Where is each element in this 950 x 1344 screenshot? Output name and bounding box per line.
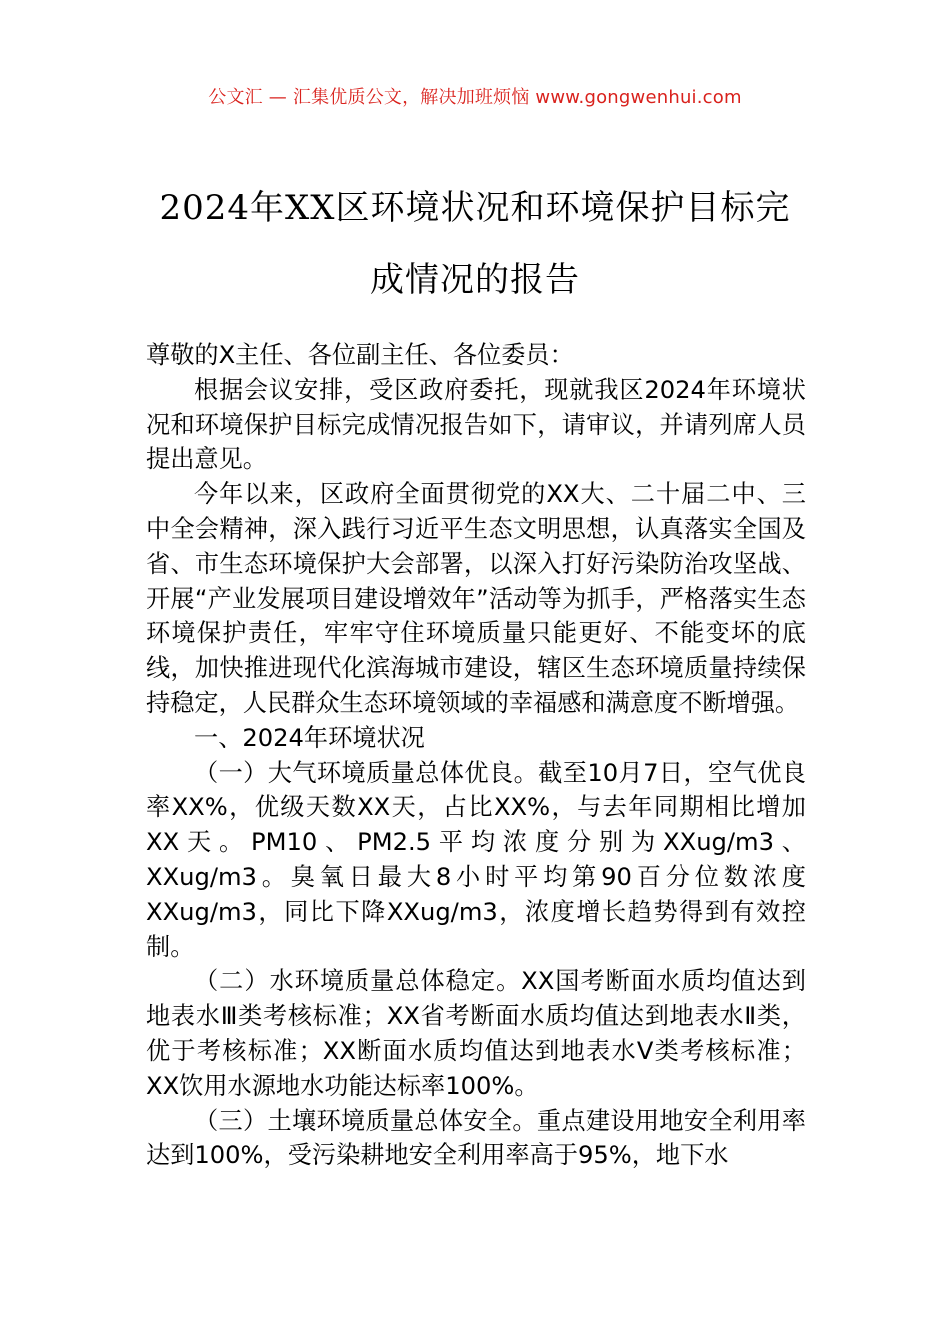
paragraph: （二）水环境质量总体稳定。XX国考断面水质均值达到地表水Ⅲ类考核标准；XX省考断面水质均值达到地表水Ⅱ类，优于考核标准；XX断面水质均值达到地表水Ⅴ类考核标准；XX饮用水源地水功能达标率100%。 <box>146 967 806 1100</box>
paragraph: （一）大气环境质量总体优良。截至10月7日，空气优良率XX%，优级天数XX天，占比XX%，与去年同期相比增加XX天。PM10、PM2.5平均浓度分别为XXug/m3、XXug/m3。臭氧日最大8小时平均第90百分位数浓度XXug/m3，同比下降XXug/m3，浓度增长趋势得到有效控制。 <box>146 758 806 961</box>
document-title <box>125 172 825 316</box>
paragraph: 根据会议安排，受区政府委托，现就我区2024年环境状况和环境保护目标完成情况报告如下，请审议，并请列席人员提出意见。 <box>146 375 806 474</box>
paragraph: 今年以来，区政府全面贯彻党的XX大、二十届二中、三中全会精神，深入践行习近平生态文明思想，认真落实全国及省、市生态环境保护大会部署，以深入打好污染防治攻坚战、开展“产业发展项目建设增效年”活动等为抓手，严格落实生态环境保护责任，牢牢守住环境质量只能更好、不能变坏的底线，加快推进现代化滨海城市建设，辖区生态环境质量持续保持稳定，人民群众生态环境领域的幸福感和满意度不断增强。 <box>146 480 806 717</box>
document-body <box>146 338 806 1173</box>
salutation: 尊敬的X主任、各位副主任、各位委员： <box>146 341 574 369</box>
paragraph: （三）土壤环境质量总体安全。重点建设用地安全利用率达到100%，受污染耕地安全利用率高于95%，地下水 <box>146 1106 806 1170</box>
header-banner: 公文汇 — 汇集优质公文，解决加班烦恼 www.gongwenhui.com <box>208 87 742 108</box>
title-line-1: 2024年XX区环境状况和环境保护目标完 <box>159 188 791 228</box>
section-heading: 一、2024年环境状况 <box>194 723 425 752</box>
title-line-2: 成情况的报告 <box>370 260 580 300</box>
